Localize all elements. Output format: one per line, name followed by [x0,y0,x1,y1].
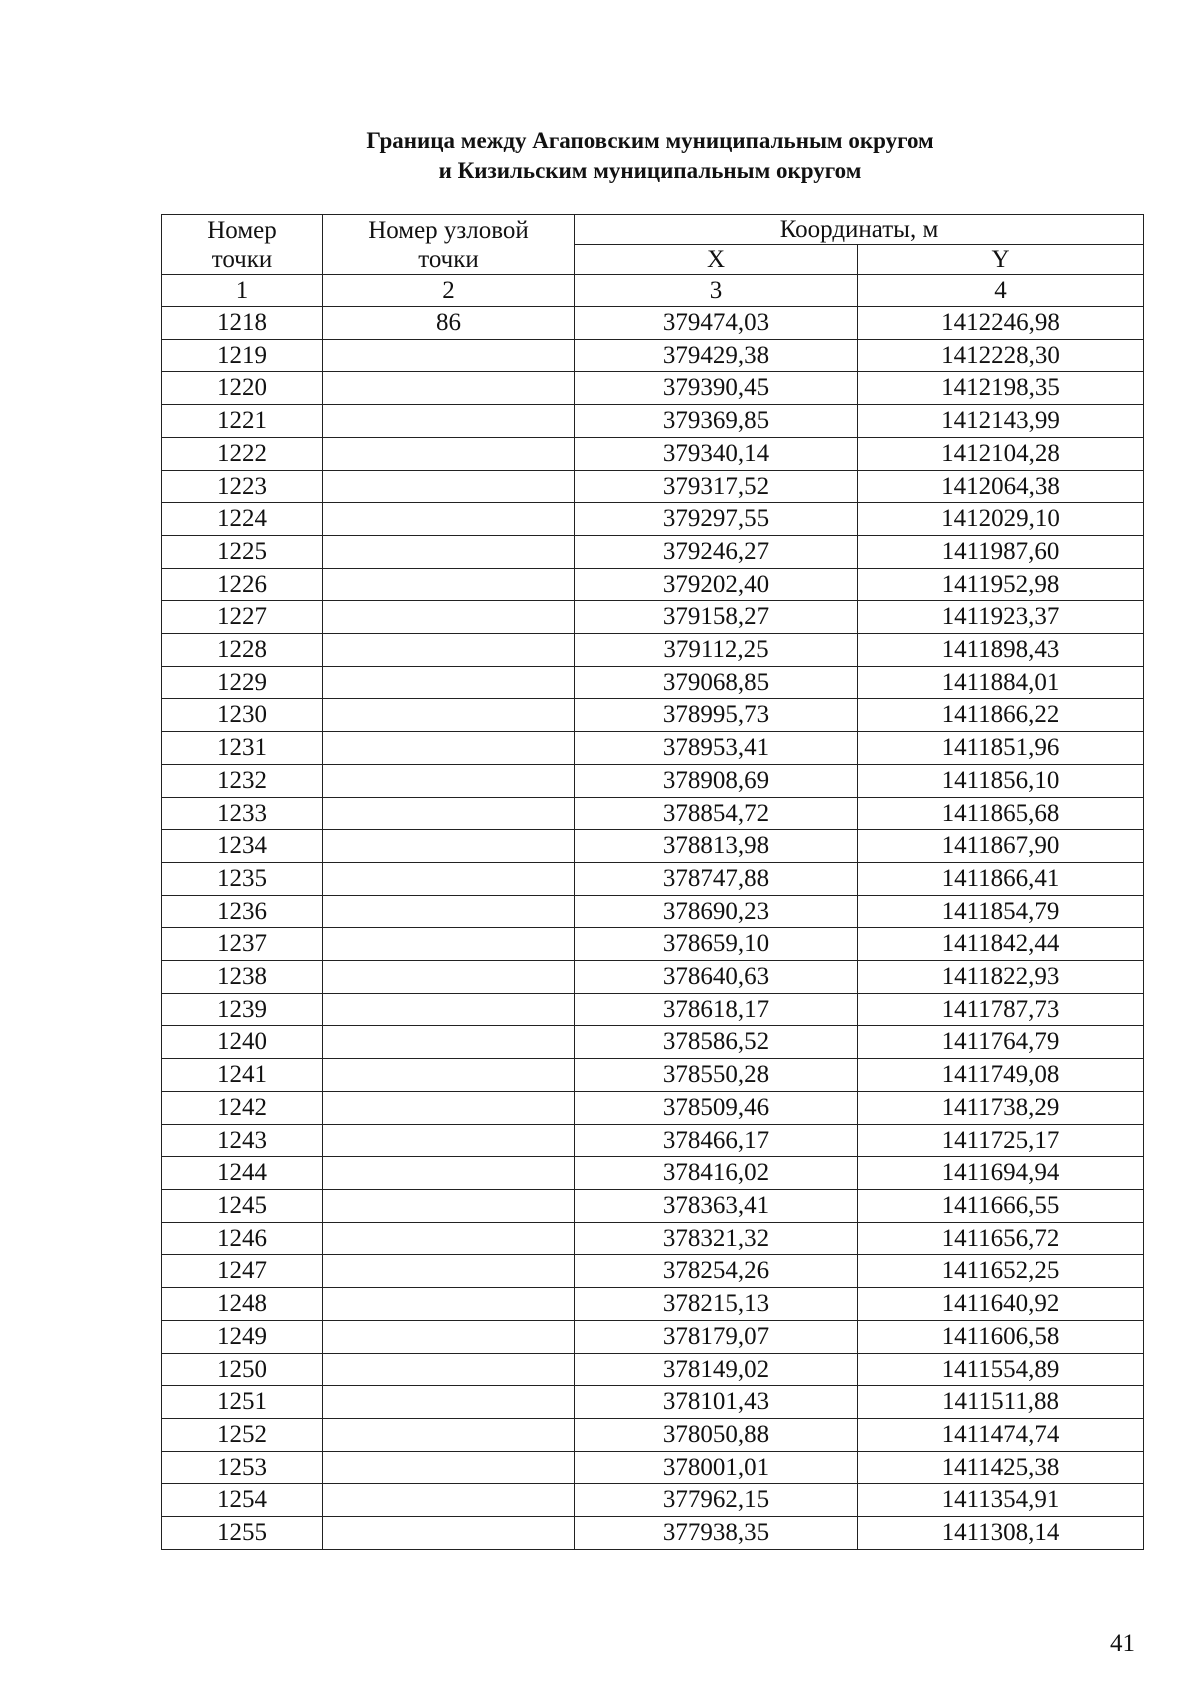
table-row [162,307,1144,340]
node-point-cell [323,535,575,568]
x-coordinate-cell: 378813,98 [575,830,858,863]
x-coordinate-cell: 379474,03 [575,307,858,340]
y-coordinate-cell: 1411854,79 [858,895,1144,928]
node-point-cell [323,339,575,372]
node-point-cell [323,1255,575,1288]
point-number-cell: 1222 [162,437,323,470]
point-number-cell: 1255 [162,1517,323,1550]
node-point-cell: 86 [323,307,575,340]
x-coordinate-cell: 378509,46 [575,1091,858,1124]
x-coordinate-cell: 378550,28 [575,1059,858,1092]
x-coordinate-cell: 378149,02 [575,1353,858,1386]
point-number-cell: 1253 [162,1451,323,1484]
x-coordinate-cell: 378618,17 [575,993,858,1026]
header-x: X [575,245,858,275]
x-coordinate-cell: 379068,85 [575,666,858,699]
y-coordinate-cell: 1411842,44 [858,928,1144,961]
y-coordinate-cell: 1411866,22 [858,699,1144,732]
table-row [162,634,1144,667]
point-number-cell: 1227 [162,601,323,634]
y-coordinate-cell: 1411856,10 [858,764,1144,797]
table-row [162,1026,1144,1059]
point-number-cell: 1235 [162,862,323,895]
point-number-cell: 1220 [162,372,323,405]
node-point-cell [323,1320,575,1353]
x-coordinate-cell: 379297,55 [575,503,858,536]
table-row [162,1451,1144,1484]
y-coordinate-cell: 1411725,17 [858,1124,1144,1157]
x-coordinate-cell: 378363,41 [575,1189,858,1222]
node-point-cell [323,1091,575,1124]
point-number-cell: 1234 [162,830,323,863]
column-number-row [162,275,1144,307]
y-coordinate-cell: 1411867,90 [858,830,1144,863]
header-point-number: Номер точки [162,215,323,275]
point-number-cell: 1237 [162,928,323,961]
node-point-cell [323,634,575,667]
point-number-cell: 1226 [162,568,323,601]
y-coordinate-cell: 1411640,92 [858,1288,1144,1321]
y-coordinate-cell: 1411865,68 [858,797,1144,830]
header-node-point-number: Номер узловой точки [323,215,575,275]
table-row [162,1124,1144,1157]
point-number-cell: 1221 [162,405,323,438]
table-row [162,1517,1144,1550]
y-coordinate-cell: 1411987,60 [858,535,1144,568]
y-coordinate-cell: 1411749,08 [858,1059,1144,1092]
x-coordinate-cell: 378586,52 [575,1026,858,1059]
node-point-cell [323,1418,575,1451]
node-point-cell [323,732,575,765]
node-point-cell [323,862,575,895]
header-coordinates: Координаты, м [575,215,1144,245]
y-coordinate-cell: 1412029,10 [858,503,1144,536]
table-row [162,895,1144,928]
y-coordinate-cell: 1411474,74 [858,1418,1144,1451]
point-number-cell: 1245 [162,1189,323,1222]
title-line-1: Граница между Агаповским муниципальным округом [366,128,934,153]
node-point-cell [323,1026,575,1059]
table-row [162,1222,1144,1255]
x-coordinate-cell: 378254,26 [575,1255,858,1288]
x-coordinate-cell: 377962,15 [575,1484,858,1517]
point-number-cell: 1219 [162,339,323,372]
y-coordinate-cell: 1411787,73 [858,993,1144,1026]
node-point-cell [323,1386,575,1419]
x-coordinate-cell: 378747,88 [575,862,858,895]
node-point-cell [323,928,575,961]
column-number-1: 1 [162,275,323,307]
table-row [162,470,1144,503]
point-number-cell: 1248 [162,1288,323,1321]
node-point-cell [323,1484,575,1517]
table-row [162,1386,1144,1419]
point-number-cell: 1254 [162,1484,323,1517]
point-number-cell: 1246 [162,1222,323,1255]
table-header [162,215,1144,307]
y-coordinate-cell: 1411884,01 [858,666,1144,699]
page-number: 41 [1110,1630,1135,1657]
y-coordinate-cell: 1411308,14 [858,1517,1144,1550]
column-number-4: 4 [858,275,1144,307]
node-point-cell [323,470,575,503]
table-row [162,797,1144,830]
y-coordinate-cell: 1411606,58 [858,1320,1144,1353]
x-coordinate-cell: 378466,17 [575,1124,858,1157]
table-row [162,1320,1144,1353]
y-coordinate-cell: 1411738,29 [858,1091,1144,1124]
column-number-3: 3 [575,275,858,307]
table-row [162,666,1144,699]
point-number-cell: 1232 [162,764,323,797]
x-coordinate-cell: 379317,52 [575,470,858,503]
point-number-cell: 1231 [162,732,323,765]
node-point-cell [323,1517,575,1550]
point-number-cell: 1225 [162,535,323,568]
y-coordinate-cell: 1412104,28 [858,437,1144,470]
node-point-cell [323,993,575,1026]
y-coordinate-cell: 1411898,43 [858,634,1144,667]
x-coordinate-cell: 378908,69 [575,764,858,797]
table-row [162,961,1144,994]
table-row [162,1288,1144,1321]
node-point-cell [323,568,575,601]
y-coordinate-cell: 1411652,25 [858,1255,1144,1288]
node-point-cell [323,1451,575,1484]
x-coordinate-cell: 378179,07 [575,1320,858,1353]
table-row [162,764,1144,797]
y-coordinate-cell: 1411511,88 [858,1386,1144,1419]
table-row [162,1189,1144,1222]
point-number-cell: 1240 [162,1026,323,1059]
node-point-cell [323,699,575,732]
point-number-cell: 1242 [162,1091,323,1124]
table-row [162,732,1144,765]
point-number-cell: 1229 [162,666,323,699]
node-point-cell [323,1189,575,1222]
node-point-cell [323,830,575,863]
x-coordinate-cell: 378101,43 [575,1386,858,1419]
y-coordinate-cell: 1411866,41 [858,862,1144,895]
point-number-cell: 1252 [162,1418,323,1451]
node-point-cell [323,961,575,994]
point-number-cell: 1244 [162,1157,323,1190]
node-point-cell [323,1157,575,1190]
x-coordinate-cell: 379429,38 [575,339,858,372]
x-coordinate-cell: 378416,02 [575,1157,858,1190]
point-number-cell: 1251 [162,1386,323,1419]
y-coordinate-cell: 1411694,94 [858,1157,1144,1190]
x-coordinate-cell: 378659,10 [575,928,858,961]
y-coordinate-cell: 1411851,96 [858,732,1144,765]
x-coordinate-cell: 379158,27 [575,601,858,634]
table-body [162,307,1144,1550]
y-coordinate-cell: 1412246,98 [858,307,1144,340]
x-coordinate-cell: 378854,72 [575,797,858,830]
node-point-cell [323,1222,575,1255]
table-row [162,1059,1144,1092]
x-coordinate-cell: 378995,73 [575,699,858,732]
point-number-cell: 1250 [162,1353,323,1386]
column-number-2: 2 [323,275,575,307]
point-number-cell: 1236 [162,895,323,928]
table-row [162,437,1144,470]
y-coordinate-cell: 1411354,91 [858,1484,1144,1517]
header-y: Y [858,245,1144,275]
point-number-cell: 1239 [162,993,323,1026]
x-coordinate-cell: 377938,35 [575,1517,858,1550]
node-point-cell [323,1353,575,1386]
title-line-2: и Кизильским муниципальным округом [438,158,862,183]
x-coordinate-cell: 379246,27 [575,535,858,568]
x-coordinate-cell: 379390,45 [575,372,858,405]
point-number-cell: 1247 [162,1255,323,1288]
point-number-cell: 1233 [162,797,323,830]
y-coordinate-cell: 1411666,55 [858,1189,1144,1222]
node-point-cell [323,405,575,438]
node-point-cell [323,503,575,536]
node-point-cell [323,666,575,699]
y-coordinate-cell: 1411764,79 [858,1026,1144,1059]
point-number-cell: 1228 [162,634,323,667]
node-point-cell [323,1124,575,1157]
y-coordinate-cell: 1411656,72 [858,1222,1144,1255]
x-coordinate-cell: 378215,13 [575,1288,858,1321]
table-row [162,1091,1144,1124]
x-coordinate-cell: 379340,14 [575,437,858,470]
x-coordinate-cell: 378001,01 [575,1451,858,1484]
x-coordinate-cell: 378050,88 [575,1418,858,1451]
table-row [162,372,1144,405]
table-row [162,535,1144,568]
point-number-cell: 1238 [162,961,323,994]
table-row [162,1157,1144,1190]
node-point-cell [323,1059,575,1092]
table-row [162,1353,1144,1386]
point-number-cell: 1224 [162,503,323,536]
x-coordinate-cell: 379202,40 [575,568,858,601]
table-row [162,339,1144,372]
y-coordinate-cell: 1412143,99 [858,405,1144,438]
node-point-cell [323,601,575,634]
y-coordinate-cell: 1411952,98 [858,568,1144,601]
point-number-cell: 1249 [162,1320,323,1353]
y-coordinate-cell: 1411923,37 [858,601,1144,634]
node-point-cell [323,895,575,928]
table-row [162,862,1144,895]
node-point-cell [323,437,575,470]
y-coordinate-cell: 1411554,89 [858,1353,1144,1386]
node-point-cell [323,764,575,797]
x-coordinate-cell: 379369,85 [575,405,858,438]
x-coordinate-cell: 378690,23 [575,895,858,928]
table-row [162,1418,1144,1451]
y-coordinate-cell: 1412228,30 [858,339,1144,372]
table-row [162,568,1144,601]
table-row [162,601,1144,634]
table-row [162,993,1144,1026]
table-row [162,503,1144,536]
table-row [162,830,1144,863]
table-row [162,699,1144,732]
point-number-cell: 1230 [162,699,323,732]
y-coordinate-cell: 1411822,93 [858,961,1144,994]
table-row [162,1484,1144,1517]
node-point-cell [323,1288,575,1321]
coordinates-table [161,214,1144,1550]
x-coordinate-cell: 378953,41 [575,732,858,765]
point-number-cell: 1241 [162,1059,323,1092]
table-row [162,1255,1144,1288]
point-number-cell: 1243 [162,1124,323,1157]
y-coordinate-cell: 1412064,38 [858,470,1144,503]
document-title [160,126,1140,186]
node-point-cell [323,372,575,405]
x-coordinate-cell: 378640,63 [575,961,858,994]
y-coordinate-cell: 1412198,35 [858,372,1144,405]
point-number-cell: 1223 [162,470,323,503]
table-row [162,928,1144,961]
table-row [162,405,1144,438]
node-point-cell [323,797,575,830]
x-coordinate-cell: 378321,32 [575,1222,858,1255]
y-coordinate-cell: 1411425,38 [858,1451,1144,1484]
point-number-cell: 1218 [162,307,323,340]
x-coordinate-cell: 379112,25 [575,634,858,667]
